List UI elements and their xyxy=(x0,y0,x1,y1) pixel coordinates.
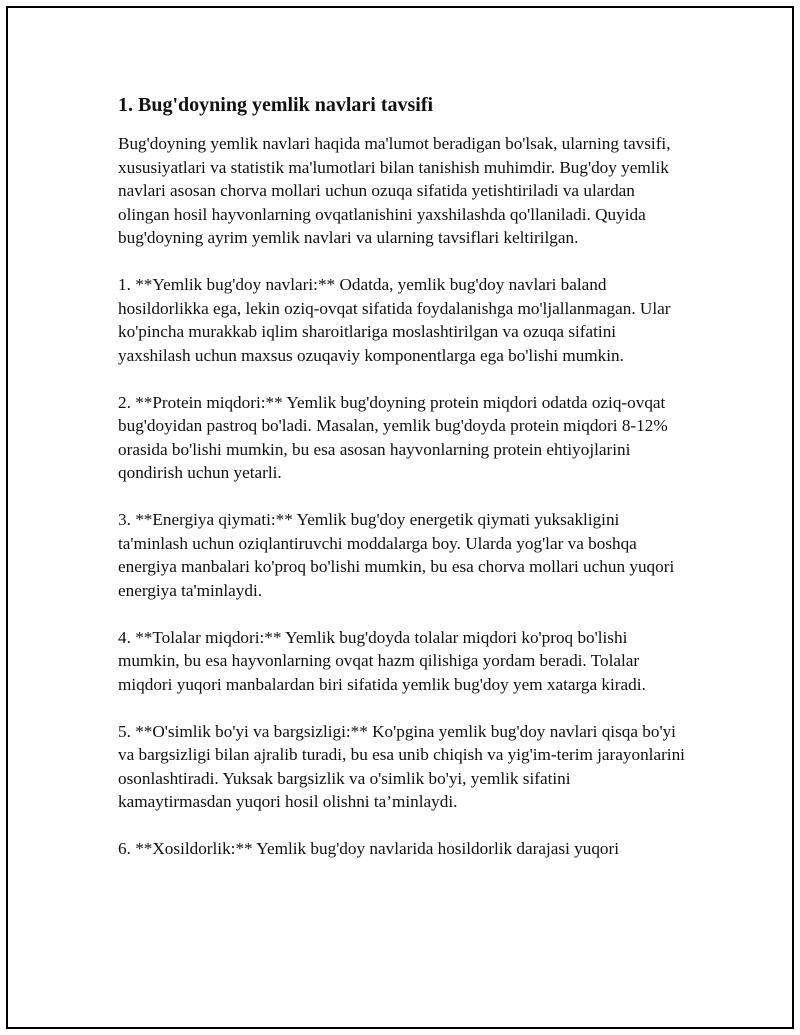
section-title: 1. Bug'doyning yemlik navlari tavsifi xyxy=(118,94,434,116)
point-3-paragraph: 3. **Energiya qiymati:** Yemlik bug'doy energetik qiymati yuksakligini ta'minlash uchun oziqlantiruvchi moddalarga boy. Ularda yog'lar va boshqa energiya manbalari ko'proq bo'lishi mumkin, bu esa chorva mollari uchun yuqori energiya ta'minlaydi. xyxy=(118,510,675,600)
document-body xyxy=(118,92,688,884)
intro-paragraph: Bug'doyning yemlik navlari haqida ma'lumot beradigan bo'lsak, ularning tavsifi, xususiyatlari va statistik ma'lumotlari bilan tanishish muhimdir. Bug'doy yemlik navlari asosan chorva mollari uchun ozuqa sifatida yetishtiriladi va ulardan olingan hosil hayvonlarning ovqatlanishini yaxshilashda qo'llaniladi. Quyida bug'doyning ayrim yemlik navlari va ularning tavsiflari keltirilgan. xyxy=(118,134,671,247)
point-5-paragraph: 5. **O'simlik bo'yi va bargsizligi:** Ko'pgina yemlik bug'doy navlari qisqa bo'yi va bargsizligi bilan ajralib turadi, bu esa unib chiqish va yig'im-terim jarayonlarini osonlashtiradi. Yuksak bargsizlik va o'simlik bo'yi, yemlik sifatini kamaytirmasdan yuqori hosil olishni ta’minlaydi. xyxy=(118,721,685,811)
point-1-paragraph: 1. **Yemlik bug'doy navlari:** Odatda, yemlik bug'doy navlari baland hosildorlikka ega, lekin oziq-ovqat sifatida foydalanishga mo'ljallanmagan. Ular ko'pincha murakkab iqlim sharoitlariga moslashtirilgan va ozuqa sifatini yaxshilash uchun maxsus ozuqaviy komponentlarga ega bo'lishi mumkin. xyxy=(118,275,671,365)
point-4-paragraph: 4. **Tolalar miqdori:** Yemlik bug'doyda tolalar miqdori ko'proq bo'lishi mumkin, bu esa hayvonlarning ovqat hazm qilishiga yordam beradi. Tolalar miqdori yuqori manbalardan biri sifatida yemlik bug'doy yem xatarga kiradi. xyxy=(118,627,646,694)
point-6-paragraph: 6. **Xosildorlik:** Yemlik bug'doy navlarida hosildorlik darajasi yuqori xyxy=(118,839,620,858)
point-2-paragraph: 2. **Protein miqdori:** Yemlik bug'doyning protein miqdori odatda oziq-ovqat bug'doyidan pastroq bo'ladi. Masalan, yemlik bug'doyda protein miqdori 8-12% orasida bo'lishi mumkin, bu esa asosan hayvonlarning protein ehtiyojlarini qondirish uchun yetarli. xyxy=(118,392,668,482)
